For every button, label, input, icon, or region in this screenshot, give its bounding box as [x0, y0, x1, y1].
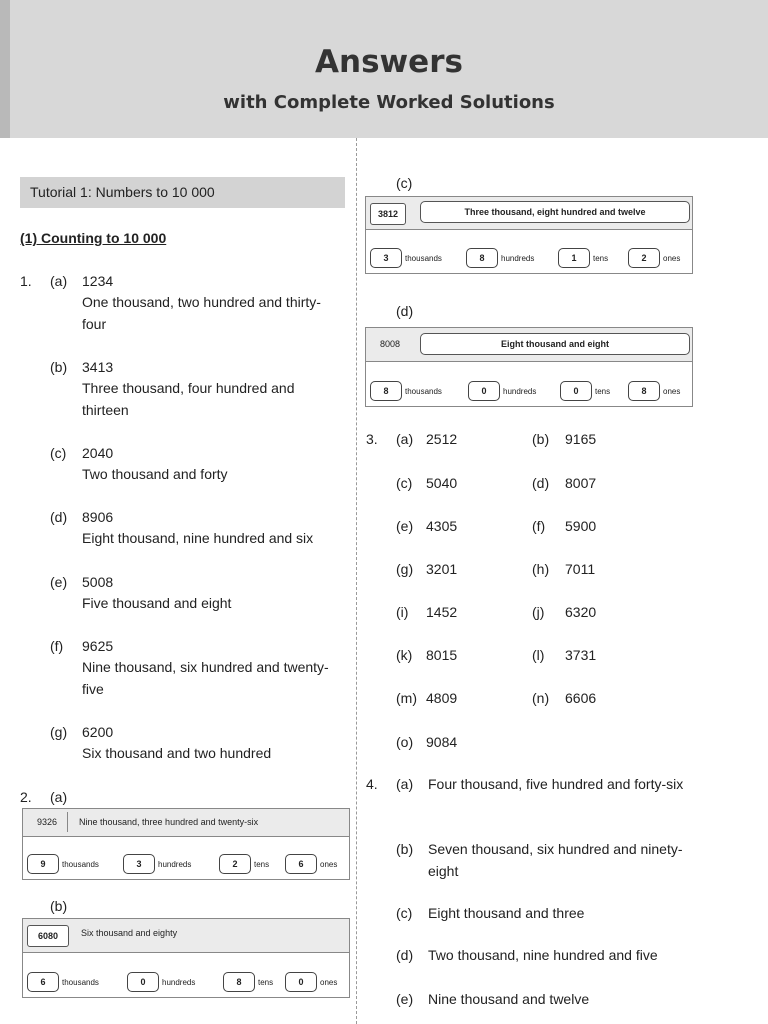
- item-label: (d): [396, 303, 414, 319]
- ones-cell: 6 ones: [285, 854, 337, 874]
- place-value-table: [365, 327, 693, 407]
- tens-cell: 2 tens: [219, 854, 269, 874]
- answer-number: 3413: [82, 359, 114, 375]
- answer-number: 6606: [565, 690, 597, 706]
- item-label: (c): [396, 175, 413, 191]
- answer-number: 9625: [82, 638, 114, 654]
- hundreds-cell: 0 hundreds: [468, 381, 536, 401]
- table-number: 8008: [379, 339, 401, 349]
- item-label: (f): [532, 518, 546, 534]
- answer-words: Nine thousand and twelve: [428, 991, 590, 1007]
- item-label: (g): [50, 724, 68, 740]
- item-label: (d): [396, 947, 414, 963]
- item-label: (k): [396, 647, 413, 663]
- table-words: Eight thousand and eight: [420, 333, 690, 355]
- answer-number: 4305: [426, 518, 458, 534]
- item-label: (a): [50, 273, 68, 289]
- item-label: (d): [532, 475, 550, 491]
- answer-number: 1234: [82, 273, 114, 289]
- item-label: (a): [50, 789, 68, 805]
- item-label: (g): [396, 561, 414, 577]
- item-label: (c): [396, 905, 413, 921]
- table-words: Nine thousand, three hundred and twenty-six: [79, 817, 259, 827]
- answer-number: 9084: [426, 734, 458, 750]
- thousands-cell: 6 thousands: [27, 972, 99, 992]
- answer-words: Nine thousand, six hundred and twenty-five: [82, 659, 329, 697]
- question-number: 1.: [20, 273, 32, 289]
- answer-words: Seven thousand, six hundred and ninety-eight: [428, 841, 683, 879]
- answer-number: 8906: [82, 509, 114, 525]
- item-label: (h): [532, 561, 550, 577]
- ones-cell: 2 ones: [628, 248, 680, 268]
- item-label: (c): [50, 445, 67, 461]
- item-label: (o): [396, 734, 414, 750]
- place-value-table: [22, 918, 350, 998]
- answer-words: Four thousand, five hundred and forty-six: [428, 776, 684, 792]
- thousands-cell: 3 thousands: [370, 248, 442, 268]
- item-label: (b): [532, 431, 550, 447]
- page-header: [0, 0, 768, 138]
- tutorial-heading: Tutorial 1: Numbers to 10 000: [20, 177, 345, 208]
- answer-number: 1452: [426, 604, 458, 620]
- table-number: 3812: [370, 203, 406, 225]
- question-number: 4.: [366, 776, 378, 792]
- hundreds-cell: 8 hundreds: [466, 248, 534, 268]
- item-label: (a): [396, 776, 414, 792]
- place-value-table: [365, 196, 693, 274]
- answer-number: 3731: [565, 647, 597, 663]
- tens-cell: 0 tens: [560, 381, 610, 401]
- answer-number: 8015: [426, 647, 458, 663]
- page-subtitle: with Complete Worked Solutions: [223, 92, 555, 113]
- thousands-cell: 8 thousands: [370, 381, 442, 401]
- table-number: 9326: [27, 812, 68, 832]
- item-label: (e): [396, 991, 414, 1007]
- answer-number: 2040: [82, 445, 114, 461]
- answer-number: 5008: [82, 574, 114, 590]
- question-number: 3.: [366, 431, 378, 447]
- section-heading: (1) Counting to 10 000: [20, 230, 167, 246]
- item-label: (f): [50, 638, 64, 654]
- item-label: (b): [396, 841, 414, 857]
- item-label: (m): [396, 690, 417, 706]
- answer-number: 8007: [565, 475, 597, 491]
- answer-words: One thousand, two hundred and thirty-four: [82, 294, 321, 332]
- hundreds-cell: 0 hundreds: [127, 972, 195, 992]
- ones-cell: 0 ones: [285, 972, 337, 992]
- item-label: (a): [396, 431, 414, 447]
- thousands-cell: 9 thousands: [27, 854, 99, 874]
- item-label: (e): [50, 574, 68, 590]
- item-label: (d): [50, 509, 68, 525]
- answer-number: 7011: [565, 561, 596, 577]
- item-label: (b): [50, 359, 68, 375]
- answer-number: 9165: [565, 431, 597, 447]
- page-title: Answers: [315, 44, 463, 80]
- column-divider: [356, 138, 357, 1024]
- answer-number: 5900: [565, 518, 597, 534]
- question-number: 2.: [20, 789, 32, 805]
- item-label: (c): [396, 475, 413, 491]
- answer-words: Two thousand and forty: [82, 466, 228, 482]
- place-value-table: [22, 808, 350, 880]
- ones-cell: 8 ones: [628, 381, 680, 401]
- table-words: Six thousand and eighty: [81, 928, 178, 938]
- answer-number: 6320: [565, 604, 597, 620]
- item-label: (l): [532, 647, 545, 663]
- tens-cell: 1 tens: [558, 248, 608, 268]
- answer-words: Three thousand, four hundred and thirteen: [82, 380, 295, 418]
- item-label: (i): [396, 604, 409, 620]
- answer-number: 5040: [426, 475, 458, 491]
- answer-number: 2512: [426, 431, 458, 447]
- answer-words: Eight thousand and three: [428, 905, 585, 921]
- answer-words: Six thousand and two hundred: [82, 745, 272, 761]
- item-label: (b): [50, 898, 68, 914]
- item-label: (j): [532, 604, 545, 620]
- item-label: (n): [532, 690, 550, 706]
- answer-words: Two thousand, nine hundred and five: [428, 947, 658, 963]
- answer-number: 3201: [426, 561, 458, 577]
- table-words: Three thousand, eight hundred and twelve: [420, 201, 690, 223]
- table-number: 6080: [27, 925, 69, 947]
- answer-number: 6200: [82, 724, 114, 740]
- answer-number: 4809: [426, 690, 458, 706]
- tens-cell: 8 tens: [223, 972, 273, 992]
- item-label: (e): [396, 518, 414, 534]
- answer-words: Eight thousand, nine hundred and six: [82, 530, 314, 546]
- hundreds-cell: 3 hundreds: [123, 854, 191, 874]
- answer-words: Five thousand and eight: [82, 595, 232, 611]
